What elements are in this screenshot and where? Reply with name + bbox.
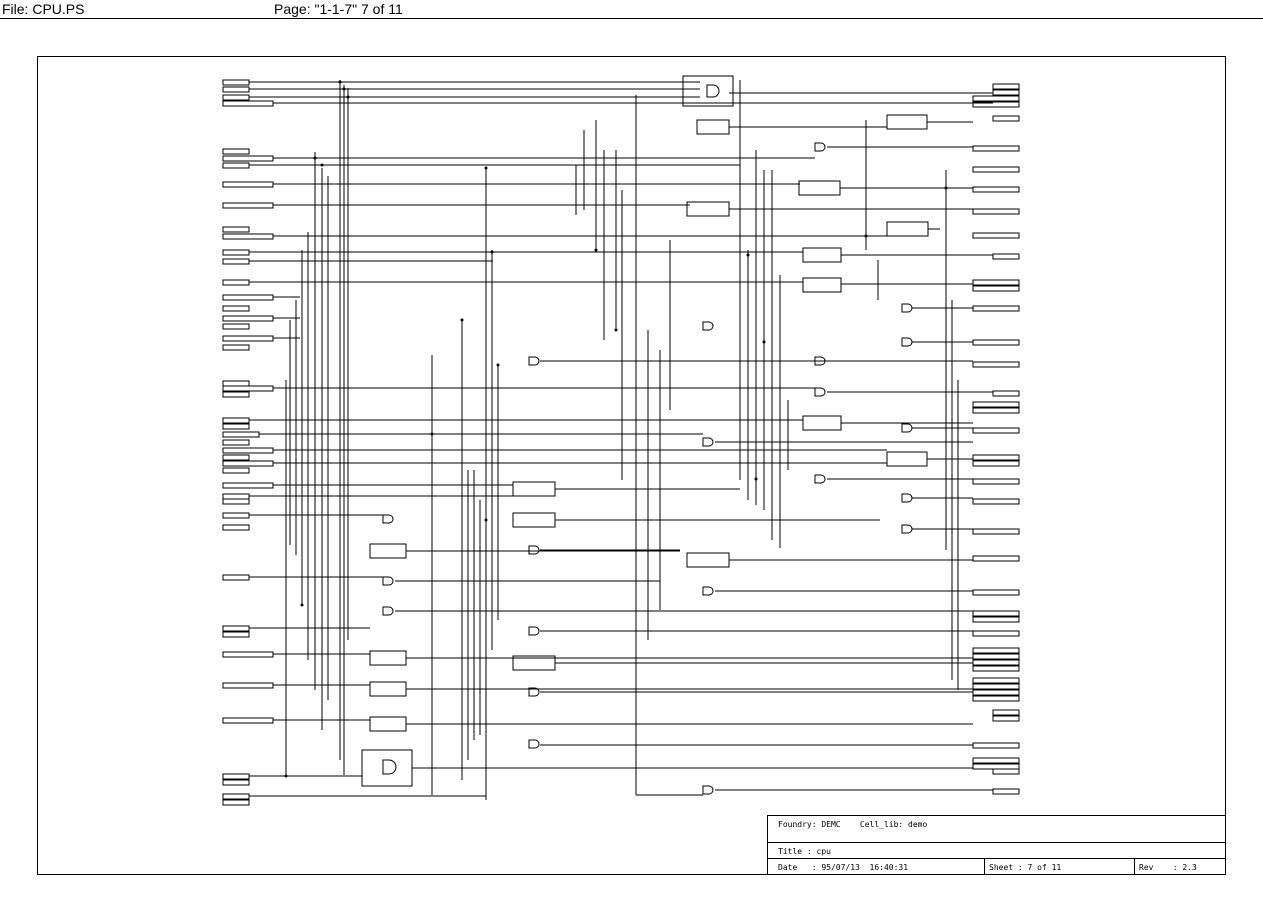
schematic-wires [223, 76, 1019, 805]
rev-text: Rev : 2.3 [1139, 863, 1197, 872]
rev-cell [1134, 859, 1227, 874]
page-label: Page: "1-1-7" 7 of 11 [274, 1, 403, 17]
title-block-date-row [768, 859, 1226, 875]
title-block-title-row [768, 843, 1226, 859]
title-text: Title : cpu [778, 847, 831, 856]
sheet-cell [984, 859, 1135, 874]
input-pin-group [223, 80, 273, 805]
file-label: File: CPU.PS [2, 1, 85, 17]
title-block [767, 815, 1226, 875]
sheet-text: Sheet : 7 of 11 [989, 863, 1062, 872]
horizontal-wires [249, 82, 993, 796]
title-block-foundry-row [768, 816, 1226, 843]
date-text: Date : 95/07/13 16:40:31 [778, 863, 909, 872]
foundry-text: Foundry: DEMC Cell_lib: demo [778, 820, 928, 829]
register-blocks [362, 76, 928, 786]
output-pin-group [973, 84, 1019, 794]
